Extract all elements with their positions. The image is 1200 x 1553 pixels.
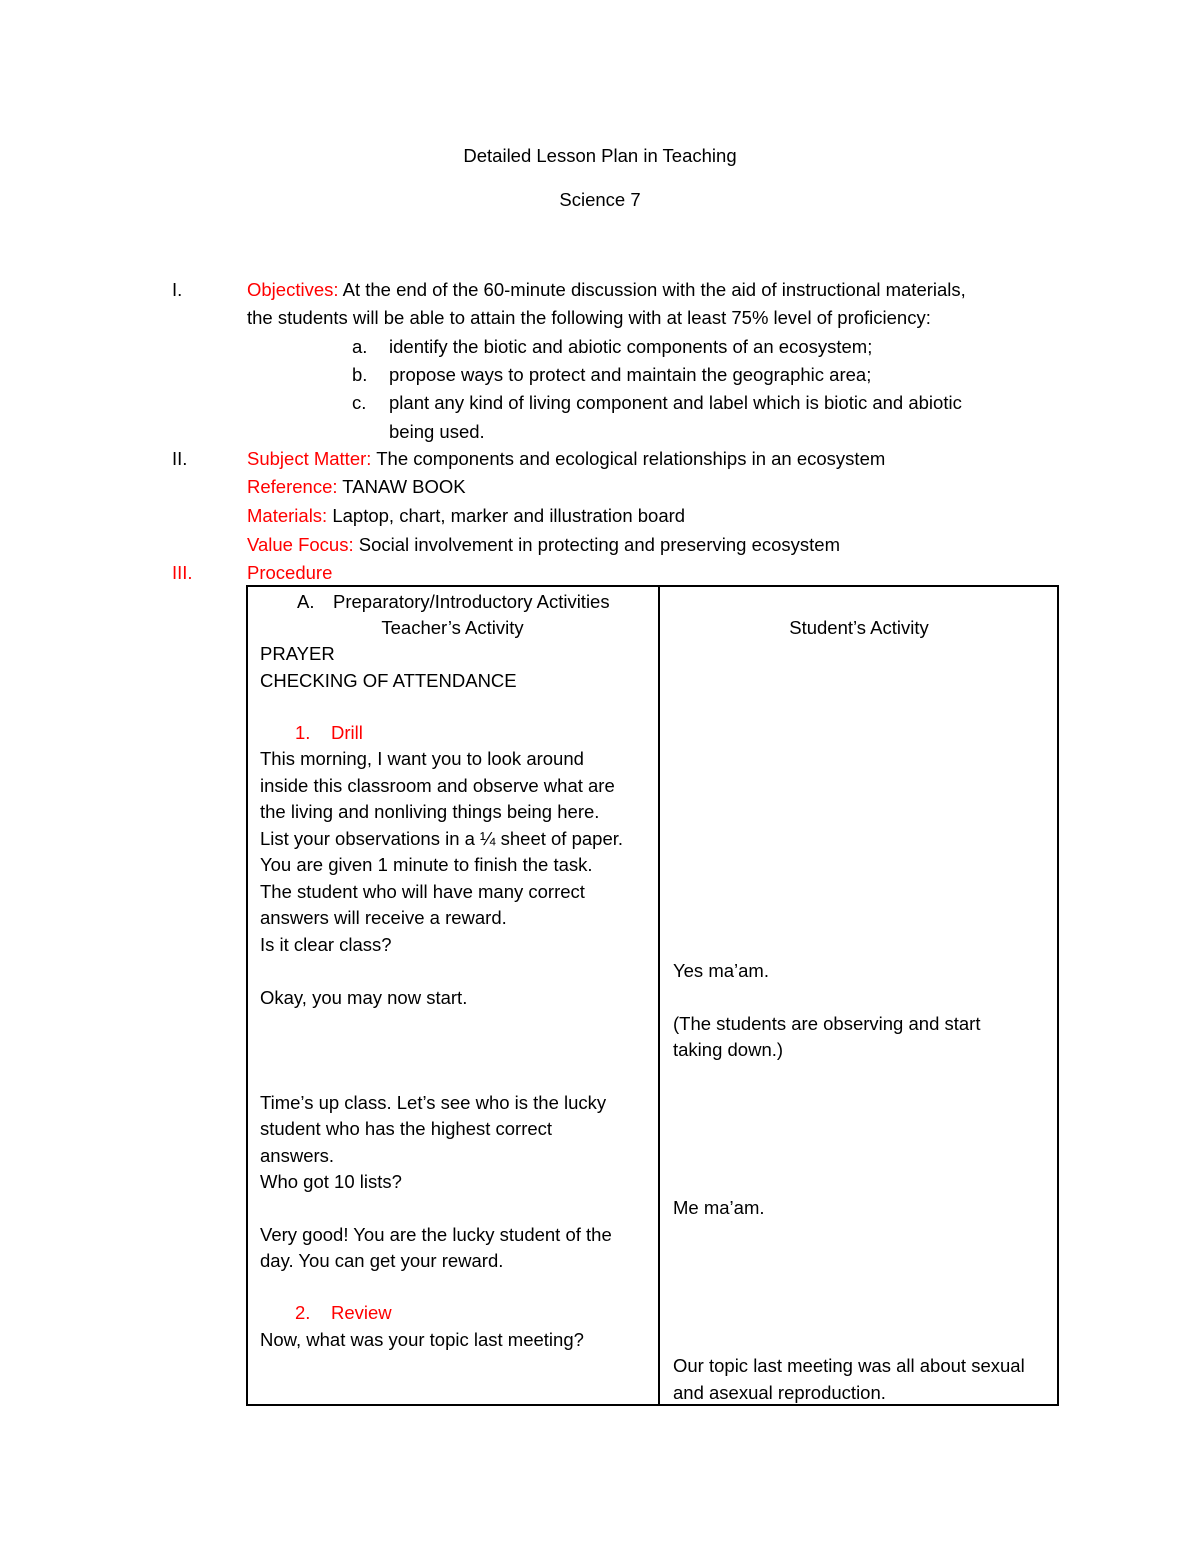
student-yes-response: Yes ma’am. (673, 960, 769, 981)
student-observing-line: taking down.) (673, 1039, 784, 1060)
drill-line: answers will receive a reward. (260, 907, 507, 928)
materials-label: Materials: (247, 505, 328, 526)
objectives-line-2: the students will be able to attain the following with at least 75% level of proficiency: (247, 307, 931, 328)
review-label: Review (331, 1302, 392, 1323)
subject-matter-label: Subject Matter: (247, 448, 372, 469)
drill-number: 1. (295, 722, 311, 743)
section-a-title: Preparatory/Introductory Activities (333, 591, 610, 612)
timesup-line: Who got 10 lists? (260, 1171, 402, 1192)
objectives-label: Objectives: (247, 279, 339, 300)
objective-item-a: identify the biotic and abiotic components of an ecosystem; (389, 336, 873, 357)
student-activity-header: Student’s Activity (789, 617, 929, 638)
materials-line (247, 505, 685, 527)
section-numeral-objectives: I. (172, 279, 183, 300)
objective-item-b: propose ways to protect and maintain the geographic area; (389, 364, 872, 385)
attendance-text: CHECKING OF ATTENDANCE (260, 670, 517, 691)
subject-matter-line (247, 448, 885, 470)
teacher-activity-header: Teacher’s Activity (381, 617, 524, 638)
objective-item-c-cont: being used. (389, 421, 485, 442)
drill-line: List your observations in a ¼ sheet of paper. (260, 828, 624, 849)
materials-value: Laptop, chart, marker and illustration board (327, 505, 686, 526)
drill-line: inside this classroom and observe what are (260, 775, 615, 796)
drill-line: You are given 1 minute to finish the task. (260, 854, 593, 875)
student-me-response: Me ma’am. (673, 1197, 765, 1218)
student-observing-line: (The students are observing and start (673, 1013, 981, 1034)
objective-letter-b: b. (352, 364, 368, 385)
timesup-line: Time’s up class. Let’s see who is the lucky (260, 1092, 607, 1113)
value-focus-label: Value Focus: (247, 534, 354, 555)
drill-label: Drill (331, 722, 363, 743)
objective-item-c: plant any kind of living component and label which is biotic and abiotic (389, 392, 962, 413)
section-numeral-subject-matter: II. (172, 448, 188, 469)
timesup-line: student who has the highest correct (260, 1118, 553, 1139)
timesup-line: answers. (260, 1145, 335, 1166)
value-focus-value: Social involvement in protecting and preserving ecosystem (353, 534, 840, 555)
drill-line: the living and nonliving things being here. (260, 801, 600, 822)
objectives-intro: At the end of the 60-minute discussion with the aid of instructional materials, (338, 279, 966, 300)
reference-label: Reference: (247, 476, 338, 497)
procedure-label: Procedure (247, 562, 333, 583)
very-good-line: day. You can get your reward. (260, 1250, 504, 1271)
student-topic-line: Our topic last meeting was all about sexual (673, 1355, 1025, 1376)
review-number: 2. (295, 1302, 311, 1323)
document-title: Detailed Lesson Plan in Teaching (463, 145, 737, 166)
section-numeral-procedure: III. (172, 562, 193, 583)
drill-line: The student who will have many correct (260, 881, 585, 902)
objectives-line-1 (247, 279, 966, 301)
table-column-divider (658, 585, 660, 1406)
section-a-letter: A. (297, 591, 315, 612)
drill-line: This morning, I want you to look around (260, 748, 584, 769)
review-question: Now, what was your topic last meeting? (260, 1329, 584, 1350)
drill-line: Is it clear class? (260, 934, 392, 955)
reference-value: TANAW BOOK (337, 476, 466, 497)
subject-matter-value: The components and ecological relationships in an ecosystem (371, 448, 886, 469)
objective-letter-c: c. (352, 392, 367, 413)
value-focus-line (247, 534, 840, 556)
student-topic-line: and asexual reproduction. (673, 1382, 886, 1403)
objective-letter-a: a. (352, 336, 368, 357)
reference-line (247, 476, 466, 498)
prayer-text: PRAYER (260, 643, 335, 664)
very-good-line: Very good! You are the lucky student of the (260, 1224, 612, 1245)
document-subject: Science 7 (559, 189, 641, 210)
okay-start-text: Okay, you may now start. (260, 987, 468, 1008)
